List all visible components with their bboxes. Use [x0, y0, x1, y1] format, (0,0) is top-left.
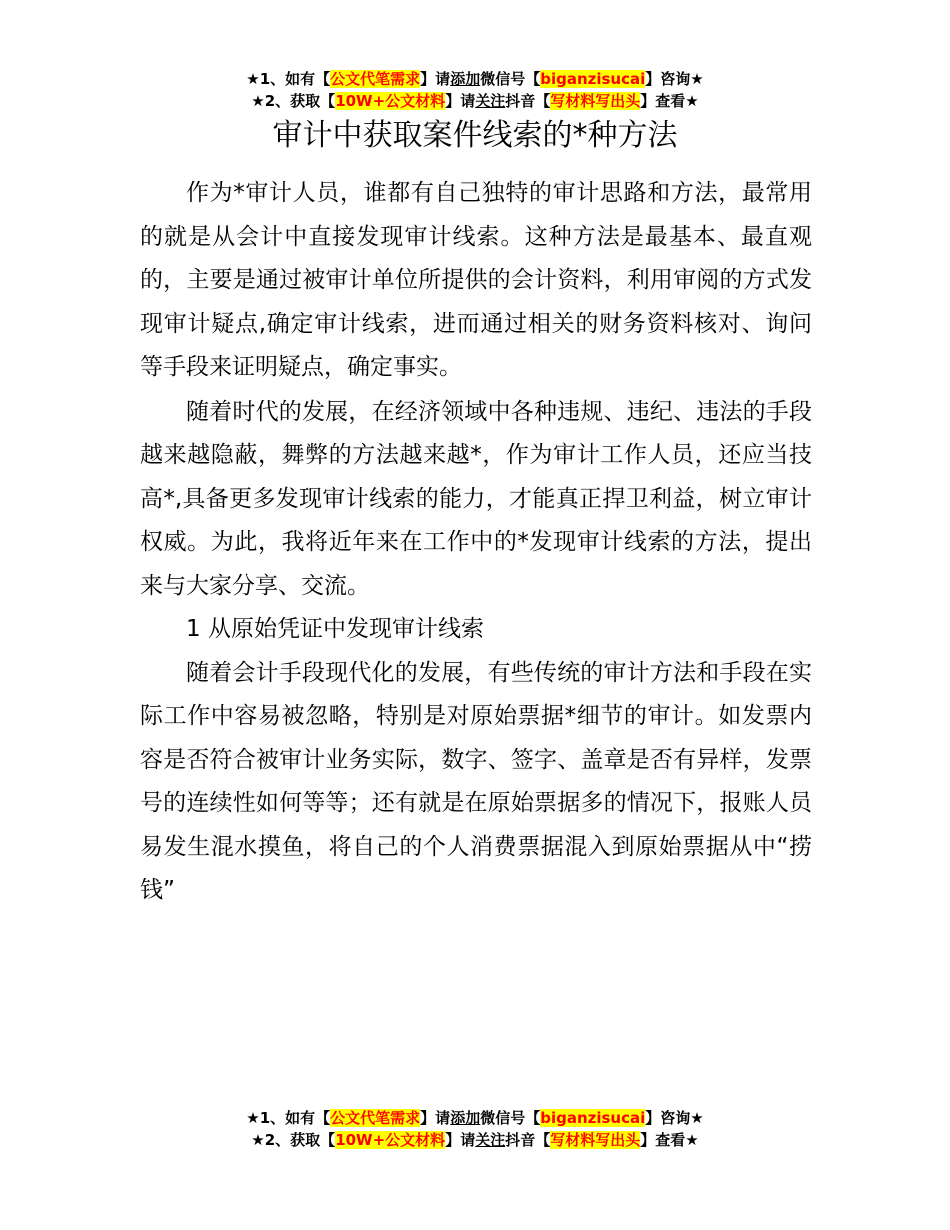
- banner-line-2: [0, 1129, 950, 1151]
- banner-text: 】请: [420, 1109, 451, 1127]
- banner-text: 】请: [420, 70, 451, 88]
- banner-line-2: [0, 90, 950, 112]
- banner-text: 】咨询★: [645, 1109, 704, 1127]
- banner-line-1: [0, 68, 950, 90]
- banner-underline: 关注: [475, 1131, 506, 1149]
- banner-text: 】咨询★: [645, 70, 704, 88]
- banner-line-1: [0, 1107, 950, 1129]
- banner-text: 】请: [445, 92, 476, 110]
- section-heading: 1 从原始凭证中发现审计线索: [186, 616, 484, 642]
- banner-highlight: 10W+公文材料: [335, 1131, 446, 1149]
- document-body: [140, 172, 812, 913]
- banner-highlight: 10W+公文材料: [335, 92, 446, 110]
- banner-highlight: 公文代笔需求: [330, 70, 421, 88]
- banner-text: 】查看★: [640, 92, 699, 110]
- banner-text: ★1、如有【: [246, 70, 331, 88]
- banner-underline: 添加: [450, 70, 481, 88]
- document-title: 审计中获取案件线索的*种方法: [272, 118, 678, 153]
- banner-text: ★1、如有【: [246, 1109, 331, 1127]
- banner-underline: 添加: [450, 1109, 481, 1127]
- banner-underline: 关注: [475, 92, 506, 110]
- banner-highlight: 公文代笔需求: [330, 1109, 421, 1127]
- banner-highlight: 写材料写出头: [550, 92, 641, 110]
- banner-text: 微信号【: [480, 1109, 541, 1127]
- banner-highlight: biganzisucai: [540, 70, 646, 88]
- body-paragraph: 随着会计手段现代化的发展，有些传统的审计方法和手段在实际工作中容易被忽略，特别是对原始票据*细节的审计。如发票内容是否符合被审计业务实际，数字、签字、盖章是否有异样，发票号的连续性如何等等；还有就是在原始票据多的情况下，报账人员易发生混水摸鱼，将自己的个人消费票据混入到原始票据从中“捞钱”: [140, 659, 812, 903]
- body-paragraph: 作为*审计人员，谁都有自己独特的审计思路和方法，最常用的就是从会计中直接发现审计线索。这种方法是最基本、最直观的，主要是通过被审计单位所提供的会计资料，利用审阅的方式发现审计疑点,确定审计线索，进而通过相关的财务资料核对、询问等手段来证明疑点，确定事实。: [140, 180, 812, 380]
- banner-text: 抖音【: [505, 92, 551, 110]
- banner-text: 】查看★: [640, 1131, 699, 1149]
- banner-highlight: 写材料写出头: [550, 1131, 641, 1149]
- header-banner: [0, 68, 950, 112]
- banner-text: 】请: [445, 1131, 476, 1149]
- banner-text: 微信号【: [480, 70, 541, 88]
- banner-text: ★2、获取【: [251, 92, 336, 110]
- banner-text: ★2、获取【: [251, 1131, 336, 1149]
- footer-banner: [0, 1107, 950, 1151]
- banner-text: 抖音【: [505, 1131, 551, 1149]
- banner-highlight: biganzisucai: [540, 1109, 646, 1127]
- body-paragraph: 随着时代的发展，在经济领域中各种违规、违纪、违法的手段越来越隐蔽，舞弊的方法越来越*，作为审计工作人员，还应当技高*,具备更多发现审计线索的能力，才能真正捍卫利益，树立审计权威。为此，我将近年来在工作中的*发现审计线索的方法，提出来与大家分享、交流。: [140, 398, 812, 599]
